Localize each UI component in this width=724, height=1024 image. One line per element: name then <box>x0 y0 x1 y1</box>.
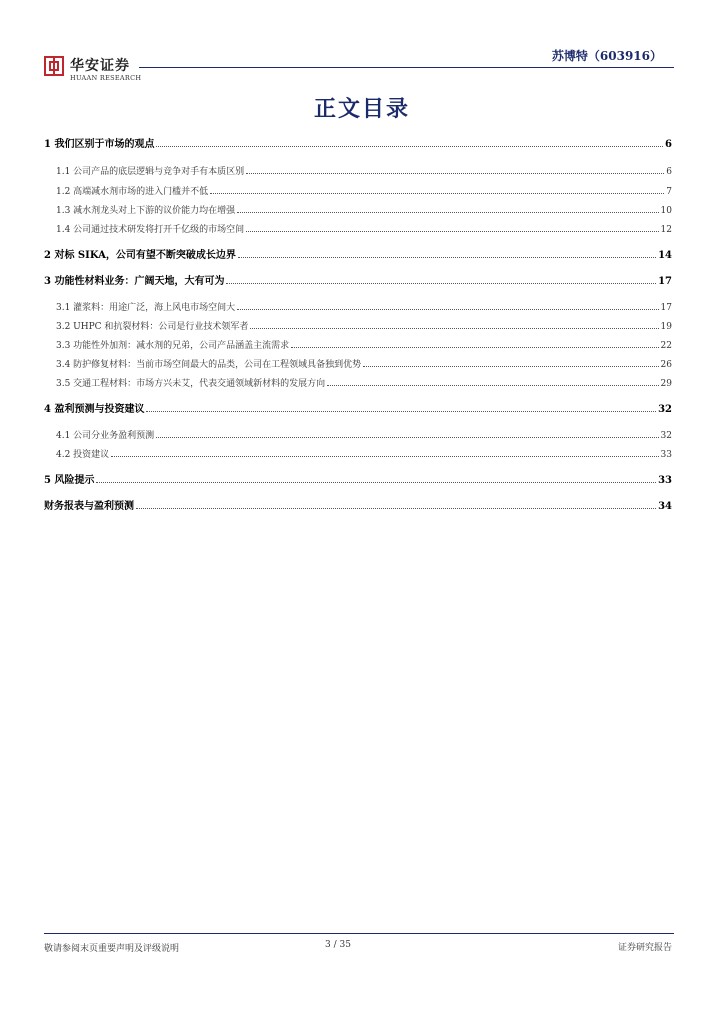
toc-leader-dots <box>156 146 663 147</box>
toc-entry[interactable] <box>44 399 672 415</box>
toc-entry[interactable] <box>44 316 672 332</box>
toc-leader-dots <box>250 328 658 329</box>
page-header <box>44 46 674 86</box>
toc-entry-page: 34 <box>658 501 672 512</box>
toc-entry[interactable] <box>44 245 672 261</box>
toc-leader-dots <box>237 212 658 213</box>
toc-entry-title: 1.3 减水剂龙头对上下游的议价能力均在增强 <box>56 206 236 216</box>
page-indicator: 3 / 35 <box>325 940 351 950</box>
footer-divider <box>44 933 674 934</box>
toc-entry-title: 3.2 UHPC 和抗裂材料：公司是行业技术领军者 <box>56 322 249 332</box>
toc-entry[interactable] <box>44 161 672 177</box>
toc-entry-title: 3 功能性材料业务：广阔天地，大有可为 <box>44 276 225 287</box>
toc-entry-page: 33 <box>658 475 672 486</box>
toc-leader-dots <box>146 411 656 412</box>
toc-leader-dots <box>96 482 656 483</box>
huaan-logo-icon <box>44 56 64 76</box>
report-type: 证券研究报告 <box>617 943 672 953</box>
toc-entry[interactable] <box>44 335 672 351</box>
toc-title: 正文目录 <box>313 96 410 122</box>
toc-leader-dots <box>111 456 658 457</box>
company-ticker: 苏博特（603916） <box>551 49 662 63</box>
toc-entry[interactable] <box>44 271 672 287</box>
toc-entry[interactable] <box>44 219 672 235</box>
toc-entry[interactable] <box>44 444 672 460</box>
toc-entry-page: 26 <box>660 360 672 370</box>
toc-entry-title: 1 我们区别于市场的观点 <box>44 139 155 150</box>
toc-entry-page: 6 <box>666 167 672 177</box>
toc-leader-dots <box>246 173 664 174</box>
toc-leader-dots <box>363 366 658 367</box>
logo-chinese-name: 华安证券 <box>70 58 130 74</box>
toc-entry-page: 29 <box>660 379 672 389</box>
toc-leader-dots <box>237 309 658 310</box>
toc-entry-page: 19 <box>660 322 672 332</box>
toc-entry-page: 33 <box>660 450 672 460</box>
toc-entry-title: 3.4 防护修复材料：当前市场空间最大的品类，公司在工程领域具备独到优势 <box>56 360 362 370</box>
toc-entry[interactable] <box>44 200 672 216</box>
logo-english-name: HUAAN RESEARCH <box>70 74 142 82</box>
toc-entry[interactable] <box>44 354 672 370</box>
toc-entry[interactable] <box>44 496 672 512</box>
toc-entry[interactable] <box>44 134 672 150</box>
toc-entry[interactable] <box>44 297 672 313</box>
toc-entry-page: 12 <box>660 225 672 235</box>
toc-entry-page: 7 <box>666 187 672 197</box>
toc-leader-dots <box>136 508 656 509</box>
toc-entry-title: 3.3 功能性外加剂：减水剂的兄弟，公司产品涵盖主流需求 <box>56 341 290 351</box>
toc-leader-dots <box>327 385 658 386</box>
toc-entry[interactable] <box>44 373 672 389</box>
toc-leader-dots <box>156 437 658 438</box>
toc-entry[interactable] <box>44 425 672 441</box>
toc-entry-title: 1.2 高端减水剂市场的进入门槛并不低 <box>56 187 209 197</box>
toc-leader-dots <box>238 257 656 258</box>
header-divider <box>139 67 674 68</box>
toc-leader-dots <box>210 193 664 194</box>
toc-entry-title: 4.2 投资建议 <box>56 450 110 460</box>
toc-entry-title: 4 盈利预测与投资建议 <box>44 404 145 415</box>
toc-entry-title: 财务报表与盈利预测 <box>44 501 134 512</box>
toc-entry-page: 10 <box>660 206 672 216</box>
toc-entry-title: 3.5 交通工程材料：市场方兴未艾，代表交通领域新材料的发展方向 <box>56 379 326 389</box>
toc-entry-title: 1.1 公司产品的底层逻辑与竞争对手有本质区别 <box>56 167 245 177</box>
toc-entry-page: 22 <box>660 341 672 351</box>
toc-entry-title: 4.1 公司分业务盈利预测 <box>56 431 155 441</box>
toc-entry-page: 32 <box>660 431 672 441</box>
toc-entry-title: 3.1 灌浆料：用途广泛，海上风电市场空间大 <box>56 303 236 313</box>
toc-entry[interactable] <box>44 181 672 197</box>
toc-entry-title: 2 对标 SIKA，公司有望不断突破成长边界 <box>44 250 236 261</box>
toc-entry[interactable] <box>44 470 672 486</box>
toc-entry-page: 32 <box>658 404 672 415</box>
toc-entry-page: 17 <box>658 276 672 287</box>
toc-leader-dots <box>291 347 658 348</box>
toc-entry-page: 17 <box>660 303 672 313</box>
toc-leader-dots <box>246 231 658 232</box>
footer-disclaimer: 敬请参阅末页重要声明及评级说明 <box>44 944 180 954</box>
toc-leader-dots <box>226 283 656 284</box>
toc-entry-title: 1.4 公司通过技术研发将打开千亿级的市场空间 <box>56 225 245 235</box>
toc-entry-page: 6 <box>665 139 672 150</box>
toc-entry-title: 5 风险提示 <box>44 475 95 486</box>
toc-entry-page: 14 <box>658 250 672 261</box>
